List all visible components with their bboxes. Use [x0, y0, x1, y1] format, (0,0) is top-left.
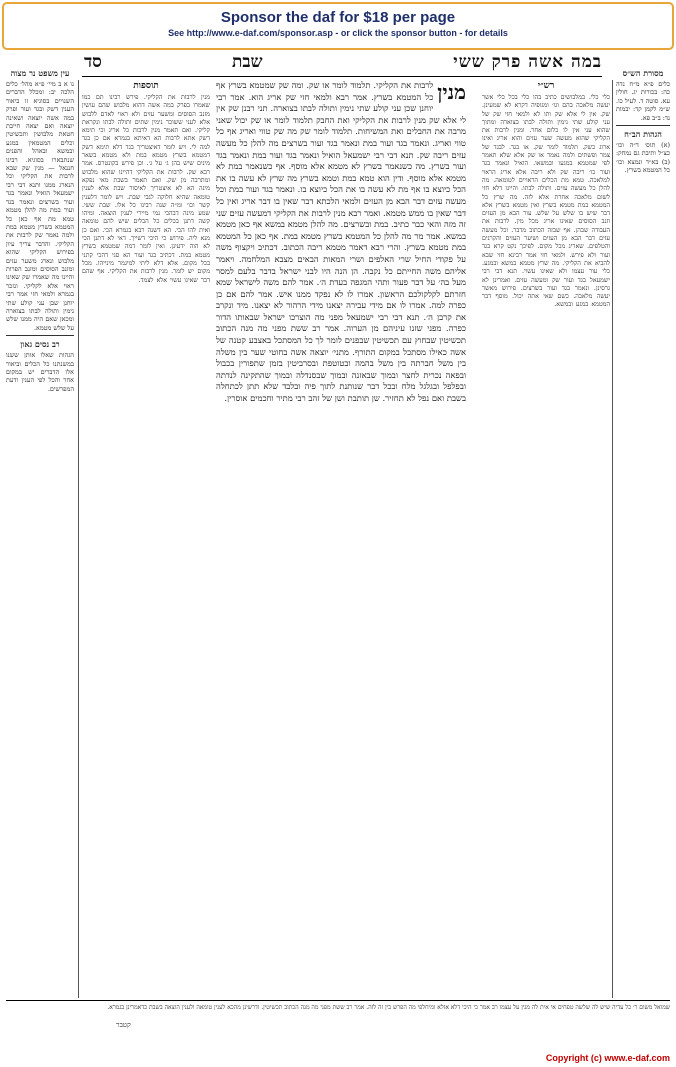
ein-mishpat-title: עין משפט נר מצוה — [10, 68, 70, 78]
catchword: קטבר — [116, 1021, 131, 1029]
sponsor-title[interactable]: Sponsor the daf for $18 per page — [220, 9, 456, 26]
rashi-commentary — [482, 80, 610, 998]
header-rule — [82, 76, 602, 77]
page-header — [82, 52, 602, 76]
rav-nissim-title: רב נסים גאון — [20, 339, 60, 350]
rashi-text: כלי כלי. במלבושים כתיב בהו כלי בכל כלי אשר יעשה מלאכה בהם וגו׳ ומגופיה דקרא לא שמעינן. שק. אין לי אלא שק ותו לא ולמאי חזי שק של עני קולע שתי נימין ותולה לבתו בצוארה ומתוך שהוא עני אין לו כלום אחר. ומנין לרבות את הקליקי שהוא מעשה שער עזים והוא אריג ואינו ארוג כשק. תלמוד לומר שק. או בגד. לבגד של צמר ופשתים ולמה נאמר או שק אלא שלא תאמר לפי שמטמא במגעו ובמשאו. הואיל ונאמר בגד ועור כו׳ ריבה שק ולא ריבה אלא אריג הראוי למלאכה. טמא מת הכלים הראויים לטומאה. מה להלן כל מעשה עזים. ותולה לבתו. והיינו דלא חזי לשום מלאכה אחרת אלא לזה. מה שרץ כל המטמא במת מטמא בשרץ ואין מטמא בשרץ אלא דבר שיש בו שלש על שלש. עור הבא מן העזים וזנב הסוסים שאינו אריג מכל מין. לרבות את העבודה שבהן. אף שבזה הכתוב מדבר. וכל מעשה עזים דבר הבא מן העזים ושיער העזים והקרנים והטלפים. שאריג מכל מקום. לפיכך נקט קרא בגד ועור ולא פירש. ולמאי חזי אמר רבינא חזי שבא להביא את הקליקי. מה שרץ מטמא במשא ובמגע. כלי עור עצמו ולא שאינו עשוי. תנא דבי רבי ישמעאל בגד ועור שק ומעשה עזים. ואמרינן לא גרסינן. ונאמר בגד ועור בשרצים. פירוש מאשר יעשה מלאכה. כשם שאי אתה יכול. מוסף דבר המטמא במגע ובמשא. — [482, 94, 610, 309]
daf-page — [6, 52, 670, 1047]
copyright-notice[interactable]: Copyright (c) www.e-daf.com — [545, 1053, 670, 1063]
ein-mishpat-column — [6, 68, 74, 1028]
column-divider — [78, 80, 79, 998]
gemara-text: לרבות את הקליקי. תלמוד לומר או שק. ומה שק שמטמא בשרץ אף כל המטמא בשרץ. אמר רבא ולמאי חזי שק אריג הוא. אמר רבי יוחנן שכן עני קולע שתי נימין ותולה לבתו בצוארה. תני רבנן שק אין לי אלא שק מנין לרבות את הקליקי ואת החבק תלמוד לומר או שק יכול שאני מרבה את החבלים ואת המשיחות. תלמוד לומר שק מה שק טווי ואריג אף כל טווי ואריג. ונאמר בגד ועור במת ונאמר בגד ועור בשרצים מה להלן כל מעשה עזים ריבה שק. תנא דבי רבי ישמעאל הואיל ונאמר בגד ועור במת ונאמר בגד ועור בשרץ. מה כשנאמר בשרץ לא מטמא אלא מוסף. אף כשנאמר במת לא מטמא אלא מוסף. ודין הוא טמא במת וטמא בשרץ מה שרץ לא עשה בו את הכל כיוצא בו אף מת לא עשה בו את הכל כיוצא בו. ונאמר בגד ועור במת וכל מעשה עזים דבר הבא מן העזים ולמאי הלכתא דבר שאין בו דבר אריג ואין כל דבר שאין בו ממש מטמא. ואמר רבא מנין לרבות את הקליקי דמעשה עזים שני זה מזה והאי כבר כתיב. במת ובשרצים. מה להלן מטמא במשא אף כאן מטמא במשא. אמר מר מה להלן כל המטמא בשרץ מטמא במת. אף כאן כל המטמא במת מטמא בשרץ. והרי רבא דאמר מטמא ריבה הכתוב. דכתיב ויקצוף משה על פקודי החיל שרי האלפים ושרי המאות הבאים מצבא המלחמה. ויאמר אליהם משה החייתם כל נקבה. הן הנה היו לבני ישראל בדבר בלעם למסר מעל בה׳ על דבר פעור ותהי המגפה בעדת ה׳. אמר להם משה לישראל שמא חזרתם לקלקולכם הראשון. אמרו לו לא נפקד ממנו איש. אמר להם אם כן כפרה למה. אמרו לו אם מידי עבירה יצאנו מידי הרהור לא יצאנו. מיד ונקרב את קרבן ה׳. תנא דבי רבי ישמעאל מפני מה הוצרכו ישראל שבאותו הדור כפרה. מפני שזנו עיניהם מן הערוה. אמר רב ששת מפני מה מנה הכתוב תכשיטין שבחוץ עם תכשיטין שבפנים לומר לך כל המסתכל באצבע קטנה של אשה כאילו מסתכל במקום התורף. מתני׳ יוצאה אשה בחוטי שער בין משלה בין משל חברתה בין משל בהמה ובטוטפת ובסרביטין בזמן שתפורין בכבול ובפאה נכרית לחצר ובמוך שבאזנה ובמוך שבסנדלה ובמוך שהתקינה לנדתה ובפלפל ובגלגל מלח ובכל דבר שנותנת לתוך פיה ובלבד שלא תתן לכתחלה בשבת ואם נפל לא תחזיר. שן תותבת ושן של זהב רבי מתיר וחכמים אוסרין. — [216, 80, 466, 404]
hagahot-title: הגהות הב״ח — [624, 129, 662, 140]
masoret-text: כלים פ״א מ״ח נדה כה: בכורות יג. חולין עא. סוטה ד. לעיל כו. ש״מ לקמן קד: יבמות נד: ב״ב פא. — [616, 80, 670, 122]
gemara-opening-word: מנין — [437, 80, 466, 104]
rav-nissim-text: הגהות שאלו אותן ששנו במשנתנו כל הכלים וביאור אלו הדברים יש במקום אחר והכל לפי הענין ודעת המפרשים. — [6, 351, 74, 393]
sponsor-banner[interactable] — [2, 2, 674, 50]
rav-nissim-box — [6, 335, 74, 393]
sponsor-subtitle[interactable]: See http://www.e-daf.com/sponsor.asp - or click the sponsor button - for details — [168, 28, 508, 38]
chapter-title: במה אשה פרק ששי — [453, 52, 602, 72]
tractate-name: שבת — [232, 52, 263, 72]
rashi-title: רש״י — [537, 81, 555, 91]
masoret-hashas-column — [616, 68, 670, 1028]
column-divider — [612, 80, 613, 998]
gemara-text-block — [216, 80, 466, 998]
tosafot-commentary — [82, 80, 210, 998]
masoret-title: מסורת הש״ס — [622, 68, 664, 78]
bottom-rule — [6, 1000, 670, 1001]
bottom-notes: שמואל משום ר׳ כל עדיה שיש לה שלשה טפחים אי אית לה מגין על עצמו רב אמר כי היכי דלא אזלא ומיחלפי מה הפרש בין זה לזה. אמר רב ששת מפני מה מנה הכתוב תכשיטין. ודרשינן מהכא לענין טומאה ולענין הוצאה בשבת כדאמרינן בגמרא. — [107, 1004, 670, 1011]
folio-number: סד — [84, 52, 102, 72]
ein-mishpat-text: נו א ב מיי׳ פ״א מהל׳ כלים הלכה יב: ומכלל הדברים השנויים בסוגיא זו ביאור הענין דשק ובגד ועור ופרק במה אשה יוצאה ושאינה יוצאה ואם יצאה חייבת חטאת מלבושין ותכשיטין וכלים המטמאין במגע ובמשא ובאהל והפנים שנתבארו בסוגיא. רבינו חננאל — מנין שק שבא לרבות את הקליקי וכל הנארג ממנו ותנא דבי רבי ישמעאל הואיל ונאמר בגד ועור בשרצים ונאמר בגד ועור במת מה להלן מטמא טמא מת אף כאן כל המטמא בשרץ מטמא במת ולמה נאמר שק לרבות את הקליקי. והדבר צריך עיון בפירוש הקליקי שהוא מלבוש ונארג משער עזים ומזנב הסוסים ומזנב הפרות והיינו מה שאמרו שק שאינו ראוי אלא לקליקי. ונזכר בגמרא ולמאי חזי אמר רבי יוחנן שבן עני קולע שתי נימין ותולה לבתו בצוארה ומכאן שאם היה ממנו שלש על שלש מטמא. — [6, 80, 74, 332]
tosafot-title: תוספות — [133, 81, 159, 91]
hagahot-box — [616, 125, 670, 175]
tosafot-text: מנין לרבות את הקליקי. פירש רבינו תם כמו שאמרו בפרק במה אשה דהוא מלבוש שהם עושין מזנב הסוסים ומשער עזים ולא ראוי לאדם ללבוש אלא לעני ששוכר נימין שתים ותולה לבתו ונקראת קליקי. ואם תאמר מנין לרבות כל אריג וכי תימא דשק אתא לרבות הא דאיתא בגמרא אם כן בגד למה לי. ויש לומר דאיצטריך בגד דלא תימא דשק דמטמא בשרץ מטמא במת ולא מטמא בשאר מינים שיש בהן ג׳ על ג׳. וכן פירש בקונטרס. אמר רבא שק. לרבות את הקליקי דהיינו שהוא מלבוש ומתרבה מן שק. ואם תאמר בשבת מאי נפקא מינה הא לא איצטריך לאיסור שבת אלא לענין טומאה שהיא חלוקה לגבי שבת. ויש לומר דלענין קשר וכו׳ ומ״ה שנה רבינו כל אלו. שבת ששי. שמע מינה דבהכי נמי מיירי לענין הוצאה. ומיהו קשה דתנן בכלים כל הכלים שיש להם טומאה ואית להו הכי. הא דשנה רבא בגמרא הכי. ואם כן מנא ליה. פירוש כי היכי דשייך. דאי לא דתנן הכי לא הוה ידעינן. ואין לומר דמה שמטמא בשרץ מטמא במת. דכתיב בגד ועור הא סגי דהכי קתני בכל מקום. אלא דלא ליתי למיגמר מינייהו. מכל מקום יש לומר. מנין לרבות את הקליקי. אף שהם דבר שאינו עשוי אלא לצמד. — [82, 94, 210, 284]
hagahot-text: (א) תוס׳ ד״ה וכו׳ כצ״ל ותיבת גם נמחק: (ב) בא״ד ונמצא וכו׳ כל המטמא בשרץ. — [616, 141, 670, 175]
